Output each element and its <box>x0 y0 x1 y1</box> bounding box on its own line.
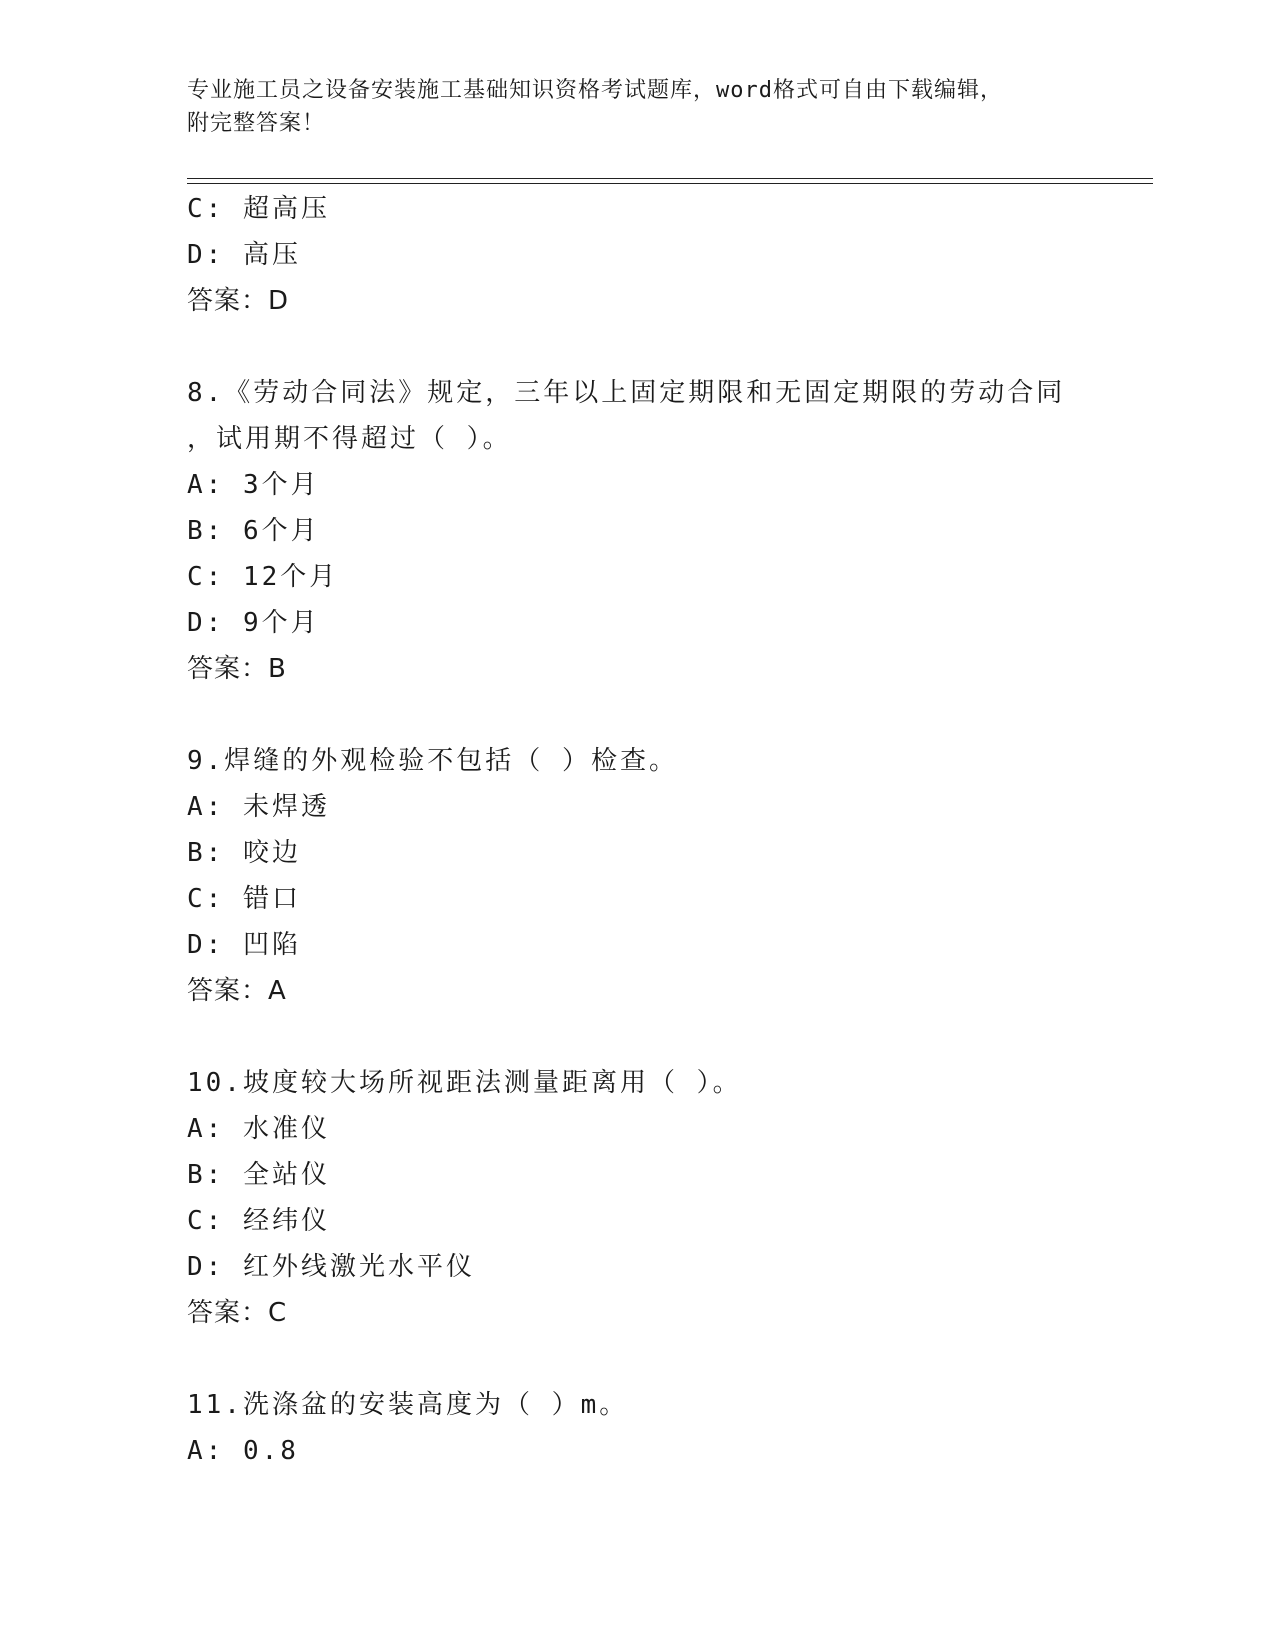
question-block-9 <box>187 738 1107 1014</box>
answer-line: 答案：C <box>187 1298 288 1328</box>
question-stem: 11.洗涤盆的安装高度为（ ）m。 <box>187 1390 629 1420</box>
header-divider-top <box>187 178 1153 179</box>
answer-line: 答案：A <box>187 976 287 1006</box>
question-block-11 <box>187 1382 1107 1474</box>
question-block-7 <box>187 186 1107 324</box>
header-line-1: 专业施工员之设备安装施工基础知识资格考试题库，word格式可自由下载编辑， <box>187 78 1003 103</box>
question-block-8 <box>187 370 1107 692</box>
question-block-10 <box>187 1060 1107 1336</box>
option-a: A: 3个月 <box>187 470 320 500</box>
option-d: D: 凹陷 <box>187 930 301 960</box>
spacer <box>187 324 1107 370</box>
question-stem: 10.坡度较大场所视距法测量距离用（ ）。 <box>187 1068 742 1098</box>
option-a: A: 0.8 <box>187 1436 299 1466</box>
option-d: D: 红外线激光水平仪 <box>187 1252 475 1282</box>
option-b: B: 6个月 <box>187 516 320 546</box>
question-stem: 9.焊缝的外观检验不包括（ ）检查。 <box>187 746 678 776</box>
spacer <box>187 1336 1107 1382</box>
option-c: C: 错口 <box>187 884 301 914</box>
option-c: C: 12个月 <box>187 562 339 592</box>
option-d: D: 9个月 <box>187 608 320 638</box>
option-b: B: 咬边 <box>187 838 301 868</box>
spacer <box>187 1014 1107 1060</box>
option-c: C: 经纬仪 <box>187 1206 330 1236</box>
header-divider-bottom <box>187 183 1153 184</box>
option-a: A: 未焊透 <box>187 792 330 822</box>
header-line-2: 附完整答案！ <box>187 111 326 136</box>
option-a: A: 水准仪 <box>187 1114 330 1144</box>
option-b: B: 全站仪 <box>187 1160 330 1190</box>
question-list <box>187 186 1107 1474</box>
question-stem: 8.《劳动合同法》规定，三年以上固定期限和无固定期限的劳动合同 <box>187 378 1066 408</box>
answer-line: 答案：B <box>187 654 287 684</box>
option-d: D: 高压 <box>187 240 301 270</box>
answer-line: 答案：D <box>187 286 290 316</box>
spacer <box>187 692 1107 738</box>
option-c: C: 超高压 <box>187 194 330 224</box>
question-stem-continued: ，试用期不得超过（ ）。 <box>187 424 512 454</box>
document-header <box>187 74 1067 140</box>
